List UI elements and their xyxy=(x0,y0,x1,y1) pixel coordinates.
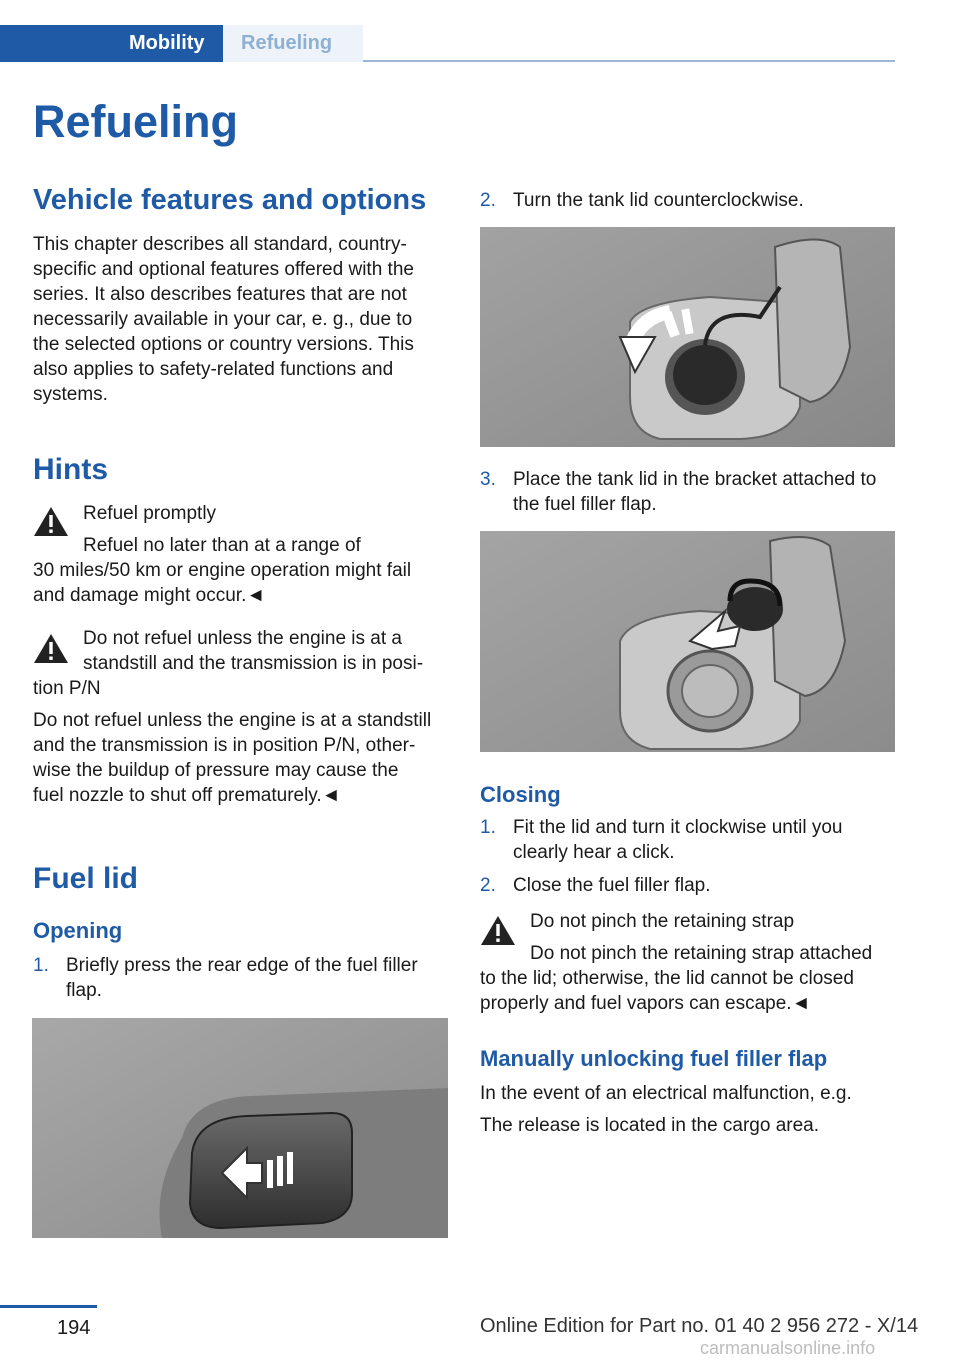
manual-unlock-text: In the event of an electrical malfunction, e.g. xyxy=(480,1083,852,1104)
manual-unlock-text: The release is located in the cargo area. xyxy=(480,1115,820,1136)
text-line: systems. xyxy=(33,384,108,405)
warning1-line: 30 miles/50 km or engine operation might fail xyxy=(33,560,412,581)
step-text: Briefly press the rear edge of the fuel filler xyxy=(66,955,418,976)
step-number: 1. xyxy=(480,817,496,838)
step-number: 3. xyxy=(480,469,496,490)
footer-rule xyxy=(0,1305,97,1308)
fuel-flap-press-photo xyxy=(32,1018,448,1238)
text-line: specific and optional features offered with the xyxy=(33,259,414,280)
warning-icon xyxy=(33,632,69,664)
text-line: and the transmission is in position P/N, other- xyxy=(33,735,416,756)
tank-lid-bracket-photo xyxy=(480,531,895,752)
footer-edition: Online Edition for Part no. 01 40 2 956 272 - X/14 xyxy=(480,1315,919,1337)
warning3-line: Do not pinch the retaining strap attached xyxy=(530,943,873,964)
fuel-lid-heading: Fuel lid xyxy=(33,862,138,895)
text-line: the selected options or country versions. This xyxy=(33,334,414,355)
step-text: flap. xyxy=(66,980,102,1001)
warning1-line: Refuel no later than at a range of xyxy=(83,535,361,556)
opening-heading: Opening xyxy=(33,918,123,943)
watermark: carmanualsonline.info xyxy=(700,1338,876,1358)
vehicle-features-heading: Vehicle features and options xyxy=(33,184,427,216)
step-text: Fit the lid and turn it clockwise until you xyxy=(513,817,843,838)
hints-heading: Hints xyxy=(33,453,108,486)
warning1-line: and damage might occur.◄ xyxy=(33,585,266,606)
warning2-body xyxy=(33,708,453,808)
closing-heading: Closing xyxy=(480,782,561,807)
step-number: 1. xyxy=(33,955,49,976)
step-text: Close the fuel filler flap. xyxy=(513,875,711,896)
step-number: 2. xyxy=(480,190,496,211)
page-number: 194 xyxy=(57,1317,91,1339)
tank-lid-turn-photo xyxy=(480,227,895,447)
manual-unlock-heading: Manually unlocking fuel filler flap xyxy=(480,1046,828,1071)
step-number: 2. xyxy=(480,875,496,896)
page-header xyxy=(0,25,895,62)
text-line: This chapter describes all standard, country- xyxy=(33,234,407,255)
warning-icon xyxy=(480,914,516,946)
warning2-line: Do not refuel unless the engine is at a xyxy=(83,628,402,649)
warning1-title: Refuel promptly xyxy=(83,503,217,524)
text-line: wise the buildup of pressure may cause the xyxy=(33,760,399,781)
page-title: Refueling xyxy=(33,96,239,147)
text-line: also applies to safety-related functions and xyxy=(33,359,394,380)
header-subsection-tab[interactable]: Refueling xyxy=(223,25,363,62)
vehicle-features-text xyxy=(33,232,453,407)
header-section-tab[interactable]: Mobility xyxy=(0,25,223,62)
step-text: Turn the tank lid counterclockwise. xyxy=(513,190,804,211)
warning3-title: Do not pinch the retaining strap xyxy=(530,911,795,932)
step-text: clearly hear a click. xyxy=(513,842,675,863)
warning3-line: properly and fuel vapors can escape.◄ xyxy=(480,993,811,1014)
text-line: Do not refuel unless the engine is at a standstill xyxy=(33,710,432,731)
warning-icon xyxy=(33,505,69,537)
warning3-line: to the lid; otherwise, the lid cannot be closed xyxy=(480,968,854,989)
text-line: series. It also describes features that are not xyxy=(33,284,407,305)
step-text: Place the tank lid in the bracket attached to xyxy=(513,469,877,490)
warning2-line: tion P/N xyxy=(33,678,101,699)
text-line: necessarily available in your car, e. g., due to xyxy=(33,309,413,330)
text-line: fuel nozzle to shut off prematurely.◄ xyxy=(33,785,341,806)
step-text: the fuel filler flap. xyxy=(513,494,657,515)
warning2-line: standstill and the transmission is in posi- xyxy=(83,653,424,674)
